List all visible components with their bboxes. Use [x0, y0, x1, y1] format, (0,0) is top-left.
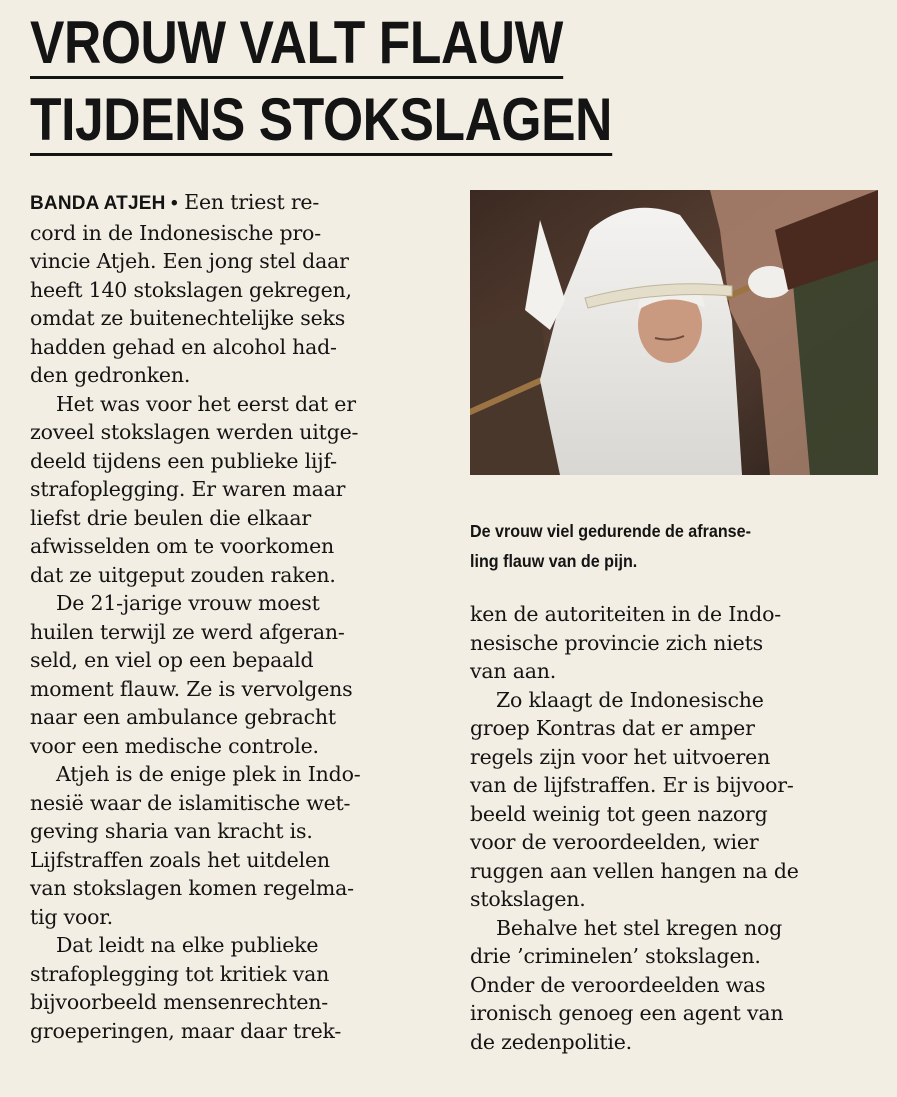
article-paragraph: [470, 914, 880, 1057]
article-photo: [470, 190, 878, 475]
text-line-content: Een triest re-: [184, 190, 320, 214]
text-line: [30, 618, 450, 647]
text-line: [470, 800, 880, 829]
text-line: [470, 885, 880, 914]
text-line-content: nesische provincie zich niets: [470, 630, 763, 655]
text-line-content: moment flauw. Ze is vervolgens: [30, 676, 353, 701]
text-line: [470, 1028, 880, 1057]
text-line-content: de zedenpolitie.: [470, 1029, 632, 1054]
text-line-content: groep Kontras dat er amper: [470, 716, 755, 740]
text-line: [30, 646, 450, 675]
article-paragraph: [30, 589, 450, 760]
text-line: [30, 247, 450, 276]
text-line: [30, 188, 450, 219]
text-line: [30, 988, 450, 1017]
text-line: [470, 600, 880, 629]
text-line: [30, 561, 450, 590]
text-line: [30, 276, 450, 305]
caption-line: De vrouw viel gedurende de afranse-: [470, 521, 751, 541]
text-line-content: Onder de veroordeelden was: [470, 972, 766, 997]
text-line-content: geving sharia van kracht is.: [30, 819, 313, 843]
text-line-content: hadden gehad en alcohol had-: [30, 334, 337, 359]
text-line: [470, 771, 880, 800]
text-line: [470, 686, 880, 715]
text-line: [30, 589, 450, 618]
text-line: [30, 219, 450, 248]
text-line: [30, 304, 450, 333]
text-line-content: van de lijfstraffen. Er is bijvoor-: [470, 773, 794, 797]
text-line-content: Het was voor het eerst dat er: [56, 391, 356, 416]
headline: [30, 8, 752, 162]
article-column-1: [30, 188, 450, 1045]
text-line-content: ruggen aan vellen hangen na de: [470, 858, 799, 883]
text-line-content: den gedronken.: [30, 363, 191, 387]
text-line: [30, 760, 450, 789]
text-line-content: nesië waar de islamitische wet-: [30, 790, 351, 815]
photo-illustration: [470, 190, 878, 475]
text-line-content: Dat leidt na elke publieke: [56, 933, 319, 957]
text-line: [30, 874, 450, 903]
text-line-content: afwisselden om te voorkomen: [30, 534, 335, 558]
text-line: [30, 1017, 450, 1046]
text-line: [470, 657, 880, 686]
text-line: [30, 703, 450, 732]
text-line: [30, 846, 450, 875]
text-line: [30, 931, 450, 960]
article-paragraph: [30, 390, 450, 590]
text-line-content: bijvoorbeeld mensenrechten-: [30, 990, 329, 1014]
text-line-content: voor een medische controle.: [30, 733, 319, 758]
headline-line-1: VROUW VALT FLAUW: [30, 10, 563, 79]
photo-caption: [470, 516, 847, 576]
text-line-content: omdat ze buitenechtelijke seks: [30, 306, 346, 330]
text-line-content: Lijfstraffen zoals het uitdelen: [30, 847, 330, 872]
text-line-content: tig voor.: [30, 904, 113, 929]
text-line-content: voor de veroordeelden, wier: [470, 830, 759, 854]
text-line: [30, 960, 450, 989]
text-line: [30, 903, 450, 932]
text-line: [470, 629, 880, 658]
text-line-content: strafoplegging tot kritiek van: [30, 961, 330, 986]
text-line: [30, 732, 450, 761]
text-line-content: cord in de Indonesische pro-: [30, 220, 321, 245]
text-line-content: dat ze uitgeput zouden raken.: [30, 562, 336, 587]
text-line: [470, 971, 880, 1000]
text-line-content: seld, en viel op een bepaald: [30, 648, 314, 672]
text-line: [30, 361, 450, 390]
text-line: [30, 789, 450, 818]
text-line: [30, 418, 450, 447]
text-line: [30, 333, 450, 362]
text-line-content: zoveel stokslagen werden uitge-: [30, 420, 359, 444]
text-line-content: Zo klaagt de Indonesische: [496, 687, 764, 712]
text-line-content: ironisch genoeg een agent van: [470, 1001, 784, 1025]
text-line-content: van stokslagen komen regelma-: [30, 876, 354, 900]
text-line-content: heeft 140 stokslagen gekregen,: [30, 277, 352, 302]
text-line: [30, 390, 450, 419]
text-line-content: drie ’criminelen’ stokslagen.: [470, 944, 761, 968]
text-line: [30, 475, 450, 504]
text-line: [470, 714, 880, 743]
caption-line: ling flauw van de pijn.: [470, 551, 638, 571]
text-line-content: strafoplegging. Er waren maar: [30, 477, 346, 501]
text-line-content: van aan.: [470, 659, 557, 683]
headline-line-2: TIJDENS STOKSLAGEN: [30, 87, 612, 156]
text-line-content: ken de autoriteiten in de Indo-: [470, 602, 781, 626]
text-line: [30, 447, 450, 476]
text-line: [470, 857, 880, 886]
text-line-content: vincie Atjeh. Een jong stel daar: [30, 249, 349, 273]
article-paragraph: [30, 760, 450, 931]
article-paragraph: [470, 600, 880, 686]
text-line: [30, 675, 450, 704]
text-line-content: stokslagen.: [470, 887, 586, 911]
text-line-content: liefst drie beulen die elkaar: [30, 505, 311, 530]
text-line-content: groeperingen, maar daar trek-: [30, 1018, 342, 1043]
text-line-content: beeld weinig tot geen nazorg: [470, 801, 768, 826]
text-line-content: huilen terwijl ze werd afgeran-: [30, 619, 345, 644]
text-line-content: deeld tijdens een publieke lijf-: [30, 448, 337, 473]
article-paragraph: [30, 931, 450, 1045]
article-paragraph: [30, 188, 450, 390]
article-paragraph: [470, 686, 880, 914]
text-line: [30, 504, 450, 533]
text-line: [470, 914, 880, 943]
text-line: [30, 532, 450, 561]
text-line-content: Atjeh is de enige plek in Indo-: [56, 762, 361, 786]
text-line: [30, 817, 450, 846]
text-line: [470, 942, 880, 971]
text-line: [470, 999, 880, 1028]
text-line-content: regels zijn voor het uitvoeren: [470, 744, 771, 769]
text-line-content: naar een ambulance gebracht: [30, 705, 336, 729]
dateline: BANDA ATJEH •: [30, 193, 178, 214]
text-line-content: De 21-jarige vrouw moest: [56, 591, 320, 615]
text-line: [470, 828, 880, 857]
text-line: [470, 743, 880, 772]
article-column-2: [470, 600, 880, 1056]
text-line-content: Behalve het stel kregen nog: [496, 915, 783, 940]
